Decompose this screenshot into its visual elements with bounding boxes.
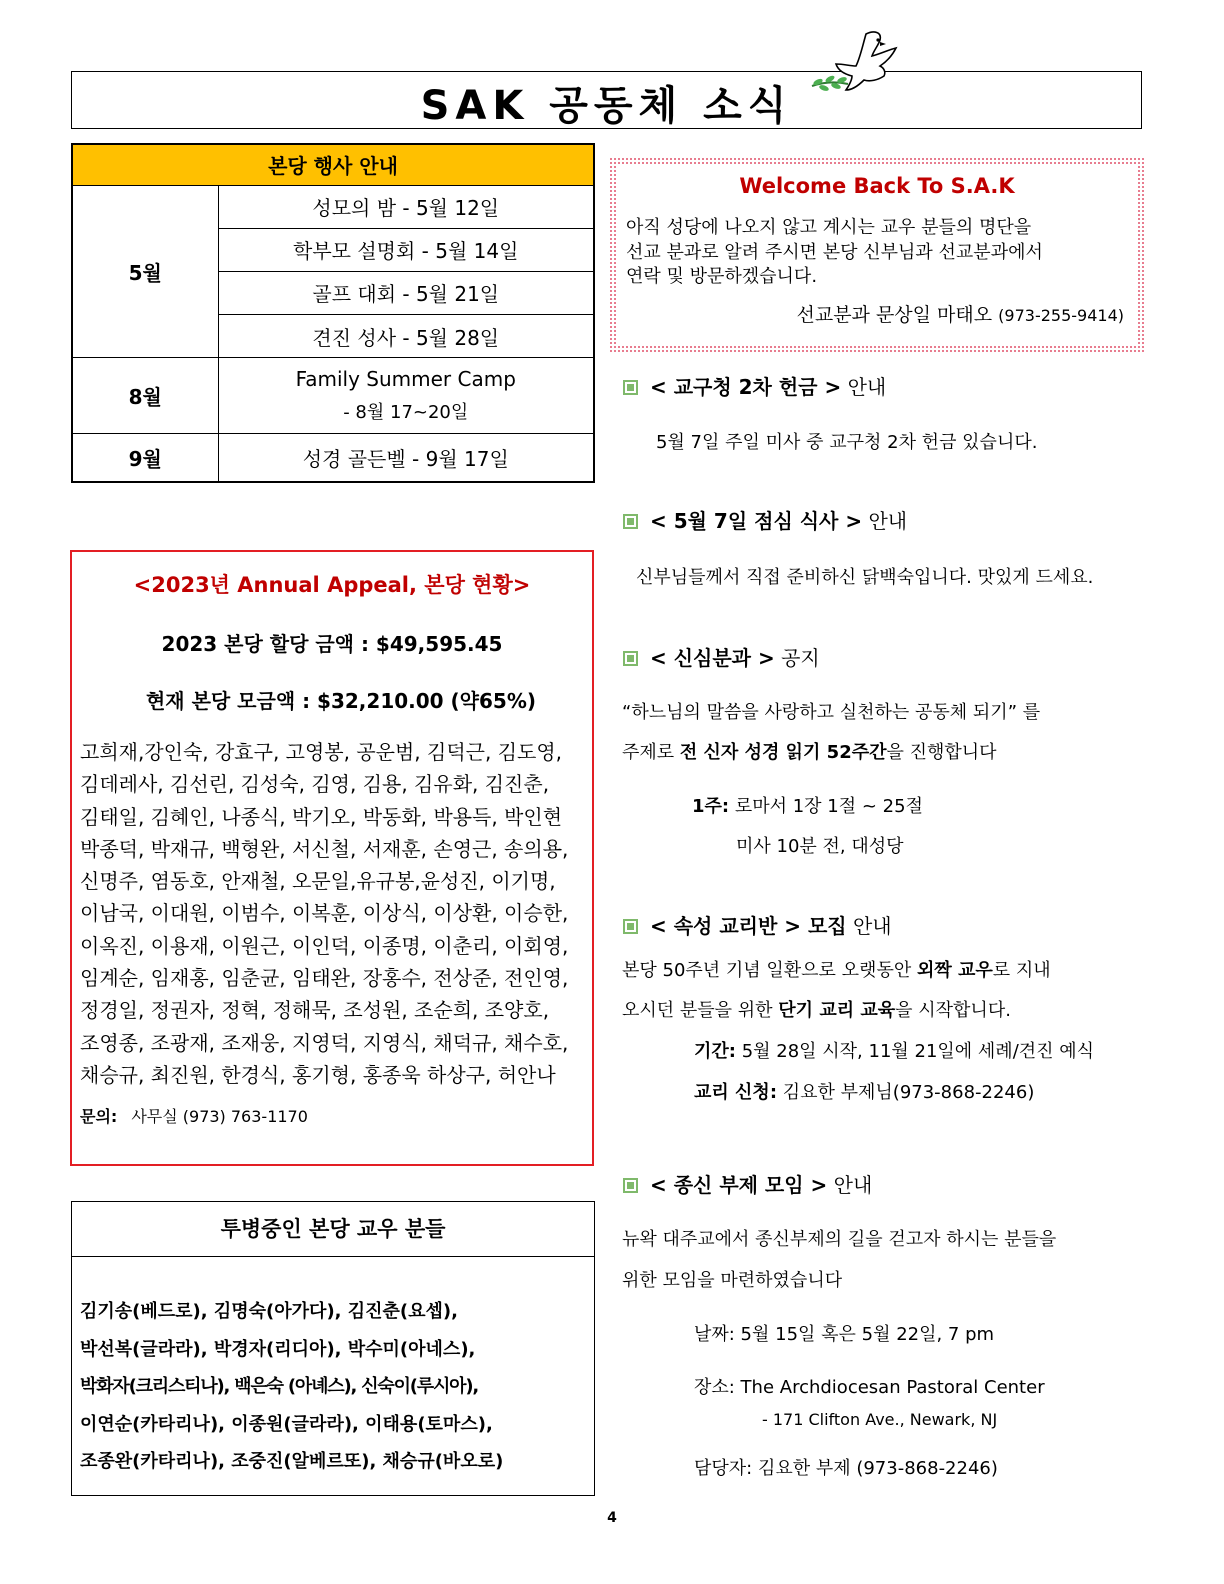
events-table — [71, 143, 595, 483]
bold-span: 전 신자 성경 읽기 52주간 — [679, 742, 887, 763]
welcome-body — [626, 216, 1132, 290]
catechism-period — [694, 1037, 1094, 1063]
donor-line: 고희재,강인숙, 강효구, 고영봉, 공운범, 김덕근, 김도영, — [80, 740, 563, 764]
appeal-current: 현재 본당 모금액 : $32,210.00 (약65%) — [145, 689, 537, 713]
appeal-allocation: 2023 본당 할당 금액 : $49,595.45 — [161, 632, 503, 656]
deacon-place: 장소: The Archdiocesan Pastoral Center — [694, 1377, 1045, 1398]
welcome-box — [609, 157, 1145, 353]
section-deacon-heading — [623, 1169, 872, 1198]
text-span: 을 진행합니다 — [886, 742, 997, 763]
section-title: < 5월 7일 점심 식사 > — [650, 509, 863, 533]
donor-line: 채승규, 최진원, 한경식, 홍기형, 홍종욱 하상구, 허안나 — [80, 1062, 556, 1087]
section-title: < 속성 교리반 > 모집 — [650, 914, 847, 938]
text-span: 로 지내 — [992, 960, 1051, 981]
signature-name: 선교분과 문상일 마태오 — [796, 304, 993, 326]
event-line: - 8월 17~20일 — [343, 401, 469, 423]
bullet-icon — [623, 380, 638, 395]
faith-week — [692, 792, 923, 818]
event-cell: 성경 골든벨 - 9월 17일 — [218, 434, 594, 482]
bold-span: 외짝 교우 — [916, 960, 993, 981]
donor-line: 김데레사, 김선린, 김성숙, 김영, 김용, 김유화, 김진춘, — [80, 772, 550, 797]
donor-line: 이옥진, 이용재, 이원근, 이인덕, 이종명, 이춘리, 이회영, — [80, 933, 569, 958]
bullet-icon — [623, 514, 638, 529]
section-suffix: 공지 — [781, 646, 820, 670]
sick-line: 조종완(카타리나), 조중진(알베르또), 채승규(바오로) — [80, 1451, 504, 1472]
section-suffix: 안내 — [868, 509, 908, 533]
donor-line: 신명주, 염동호, 안재철, 오문일,유규봉,윤성진, 이기명, — [80, 869, 556, 894]
bold-span: 단기 교리 교육 — [778, 1000, 896, 1021]
section-faith-heading — [623, 642, 820, 671]
apply-label: 교리 신청: — [694, 1082, 778, 1103]
sick-line: 김기송(베드로), 김명숙(아가다), 김진춘(요셉), — [80, 1301, 459, 1322]
deacon-address: - 171 Clifton Ave., Newark, NJ — [762, 1410, 998, 1429]
sick-title: 투병중인 본당 교우 분들 — [72, 1202, 594, 1257]
period-label: 기간: — [694, 1041, 736, 1062]
page-header — [71, 71, 1142, 129]
event-line: Family Summer Camp — [295, 366, 516, 391]
event-cell — [218, 358, 594, 434]
text-span: 오시던 분들을 위한 — [622, 1000, 779, 1021]
section-catechism-heading — [623, 910, 892, 939]
appeal-title: <2023년 Annual Appeal, 본당 현황> — [133, 573, 531, 597]
text-span: 을 시작합니다. — [895, 1000, 1011, 1021]
welcome-signature — [797, 300, 1125, 327]
donor-line: 조영종, 조광재, 조재웅, 지영덕, 지영식, 채덕규, 채수호, — [80, 1030, 569, 1055]
welcome-inner — [618, 166, 1136, 344]
section-suffix: 안내 — [852, 914, 892, 938]
text-span: 본당 50주년 기념 일환으로 오랫동안 — [622, 960, 917, 981]
annual-appeal-box — [70, 550, 594, 1166]
catechism-line-1 — [622, 956, 1051, 982]
dove-icon — [808, 28, 908, 110]
week-label: 1주: — [692, 796, 730, 817]
donor-line: 정경일, 정권자, 정혁, 정해묵, 조성원, 조순희, 조양호, — [80, 998, 550, 1023]
bullet-icon — [623, 651, 638, 666]
section-lunch-heading — [623, 505, 907, 534]
month-cell: 9월 — [72, 434, 218, 482]
apply-value: 김요한 부제님(973-868-2246) — [777, 1082, 1035, 1103]
sick-parishioners-box — [71, 1201, 595, 1496]
event-cell: 골프 대회 - 5월 21일 — [218, 271, 594, 314]
deacon-contact: 담당자: 김요한 부제 (973-868-2246) — [694, 1458, 998, 1479]
page-number: 4 — [607, 1510, 617, 1526]
month-cell: 5월 — [72, 185, 218, 358]
contact-label: 문의: — [80, 1107, 118, 1126]
section-diocese-body: 5월 7일 주일 미사 중 교구청 2차 헌금 있습니다. — [656, 432, 1038, 453]
donor-line: 박종덕, 박재규, 백형완, 서신철, 서재훈, 손영근, 송의용, — [80, 836, 569, 861]
page-title: SAK 공동체 소식 — [420, 83, 793, 129]
donor-names — [80, 736, 590, 1091]
donor-line: 김태일, 김혜인, 나종식, 박기오, 박동화, 박용득, 박인현 — [80, 804, 563, 829]
section-suffix: 안내 — [833, 1173, 873, 1197]
event-cell: 견진 성사 - 5월 28일 — [218, 314, 594, 357]
catechism-apply — [694, 1078, 1034, 1104]
deacon-line-1: 뉴왁 대주교에서 종신부제의 길을 걷고자 하시는 분들을 — [622, 1229, 1057, 1250]
sick-line: 이연순(카타리나), 이종원(글라라), 이태용(토마스), — [80, 1413, 493, 1435]
contact-value: 사무실 (973) 763-1170 — [131, 1107, 308, 1126]
donor-line: 이남국, 이대원, 이범수, 이복훈, 이상식, 이상환, 이승한, — [80, 901, 569, 926]
deacon-line-2: 위한 모임을 마련하였습니다 — [622, 1270, 843, 1291]
bullet-icon — [623, 1178, 638, 1193]
section-title: < 신심분과 > — [650, 646, 775, 670]
sick-line: 박선복(글라라), 박경자(리디아), 박수미(아네스), — [80, 1338, 476, 1360]
text-span: 주제로 — [622, 742, 680, 763]
week-value: 로마서 1장 1절 ~ 25절 — [729, 796, 923, 817]
sick-names — [80, 1293, 592, 1481]
bullet-icon — [623, 919, 638, 934]
welcome-title: Welcome Back To S.A.K — [739, 174, 1015, 198]
signature-phone: (973-255-9414) — [998, 306, 1124, 325]
section-diocese-heading — [623, 371, 886, 400]
month-cell: 8월 — [72, 358, 218, 434]
catechism-line-2 — [622, 996, 1011, 1022]
faith-mass: 미사 10분 전, 대성당 — [736, 836, 904, 857]
section-suffix: 안내 — [847, 375, 887, 399]
faith-line-2 — [622, 738, 997, 764]
event-cell: 학부모 설명회 - 5월 14일 — [218, 228, 594, 271]
deacon-date: 날짜: 5월 15일 혹은 5월 22일, 7 pm — [694, 1324, 995, 1345]
welcome-line: 선교 분과로 알려 주시면 본당 신부님과 선교분과에서 — [626, 241, 1043, 263]
events-table-title: 본당 행사 안내 — [72, 144, 594, 185]
faith-line-1: “하느님의 말씀을 사랑하고 실천하는 공동체 되기” 를 — [622, 702, 1041, 723]
section-title: < 교구청 2차 헌금 > — [650, 375, 842, 399]
donor-line: 임계순, 임재홍, 임춘균, 임태완, 장홍수, 전상준, 전인영, — [80, 966, 569, 991]
section-lunch-body: 신부님들께서 직접 준비하신 닭백숙입니다. 맛있게 드세요. — [636, 567, 1094, 588]
welcome-line: 아직 성당에 나오지 않고 계시는 교우 분들의 명단을 — [626, 217, 1032, 238]
welcome-line: 연락 및 방문하겠습니다. — [626, 266, 818, 287]
sick-line: 박화자(크리스티나), 백은숙 (아녜스), 신숙이(루시아), — [80, 1376, 479, 1397]
event-cell: 성모의 밤 - 5월 12일 — [218, 185, 594, 228]
appeal-contact — [80, 1104, 308, 1127]
period-value: 5월 28일 시작, 11월 21일에 세례/견진 예식 — [735, 1041, 1095, 1062]
section-title: < 종신 부제 모임 > — [650, 1173, 828, 1197]
